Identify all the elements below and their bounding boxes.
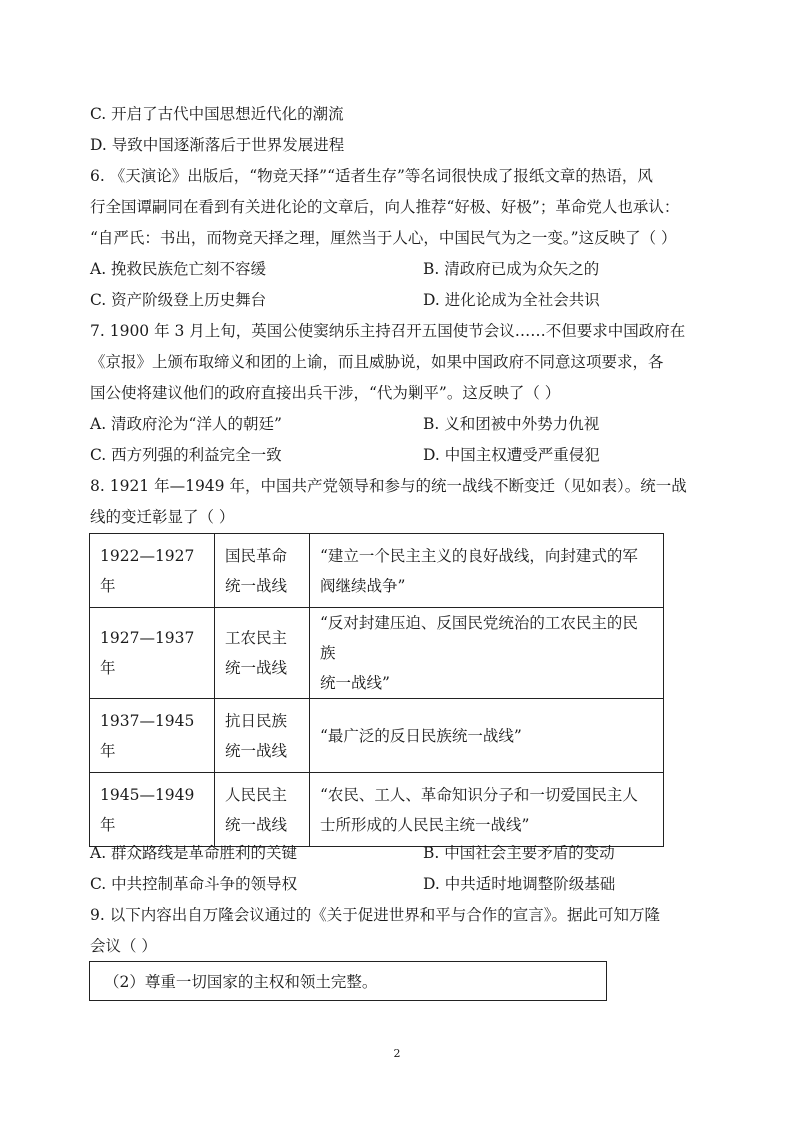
table-cell-desc [310, 608, 664, 699]
question-8-text: 8. 1921 年—1949 年，中国共产党领导和参与的统一战线不断变迁（见如表）。统一战 [90, 477, 687, 495]
table-row [90, 773, 664, 847]
table-row [90, 608, 664, 699]
option-b: B. 中国社会主要矛盾的变动 [423, 844, 615, 862]
desc-line: 士所形成的人民民主统一战线” [320, 815, 530, 834]
question-8-text: 线的变迁彰显了（ ） [90, 508, 235, 526]
name-line: 工农民主 [225, 629, 288, 647]
option-a: A. 群众路线是革命胜利的关键 [90, 844, 298, 862]
table-cell-desc [310, 534, 664, 608]
option-d: D. 中国主权遭受严重侵犯 [423, 446, 600, 464]
option-d: D. 中共适时地调整阶级基础 [423, 875, 616, 893]
table-cell-period: 1927—1937 年 [90, 608, 215, 699]
option-c: C. 西方列强的利益完全一致 [90, 446, 282, 464]
option-text: D. 导致中国逐渐落后于世界发展进程 [90, 136, 345, 154]
name-line: 抗日民族 [225, 711, 288, 730]
option-a: A. 清政府沦为“洋人的朝廷” [90, 415, 282, 433]
table-cell-name [215, 773, 310, 847]
question-9-text: 会议（ ） [90, 937, 157, 955]
question-9-text: 9. 以下内容出自万隆会议通过的《关于促进世界和平与合作的宣言》。据此可知万隆 [90, 906, 660, 924]
name-line: 统一战线 [225, 741, 288, 760]
name-line: 统一战线 [225, 815, 288, 834]
desc-line: 统一战线” [320, 674, 390, 692]
name-line: 统一战线 [225, 576, 288, 595]
name-line: 国民革命 [225, 546, 288, 565]
question-6-text: “自严氏：书出，而物竞天择之理，厘然当于人心，中国民气为之一变。”这反映了（ ） [90, 229, 677, 247]
table-cell-period: 1945—1949 年 [90, 773, 215, 847]
table-cell-period: 1937—1945 年 [90, 699, 215, 773]
question-6-text: 行全国谭嗣同在看到有关进化论的文章后，向人推荐“好极、好极”；革命党人也承认： [90, 198, 680, 216]
desc-line: “最广泛的反日民族统一战线” [320, 726, 522, 745]
desc-line: “反对封建压迫、反国民党统治的工农民主的民族 [320, 614, 638, 662]
name-line: 人民民主 [225, 785, 288, 804]
option-a: A. 挽救民族危亡刻不容缓 [90, 260, 267, 278]
question-7-text: 7. 1900 年 3 月上旬，英国公使窦纳乐主持召开五国使节会议……不但要求中国政府在 [90, 322, 686, 340]
table-row [90, 534, 664, 608]
table-cell-name [215, 699, 310, 773]
page-number: 2 [393, 1047, 401, 1060]
option-b: B. 清政府已成为众矢之的 [423, 260, 600, 278]
table-cell-desc [310, 773, 664, 847]
option-text: C. 开启了古代中国思想近代化的潮流 [90, 105, 344, 123]
option-d: D. 进化论成为全社会共识 [423, 291, 600, 309]
table-cell-desc [310, 699, 664, 773]
question-7-text: 国公使将建议他们的政府直接出兵干涉，“代为剿平”。这反映了（ ） [90, 384, 561, 402]
question-6-text: 6. 《天演论》出版后，“物竞天择”“适者生存”等名词很快成了报纸文章的热语，风 [90, 167, 653, 185]
table-cell-period: 1922—1927 年 [90, 534, 215, 608]
quote-box: （2）尊重一切国家的主权和领土完整。 [89, 961, 607, 1001]
name-line: 统一战线 [225, 659, 288, 677]
desc-line: “农民、工人、革命知识分子和一切爱国民主人 [320, 785, 638, 804]
option-c: C. 资产阶级登上历史舞台 [90, 291, 267, 309]
question-7-text: 《京报》上颁布取缔义和团的上谕，而且威胁说，如果中国政府不同意这项要求，各 [90, 353, 664, 371]
table-cell-name [215, 534, 310, 608]
table-cell-name [215, 608, 310, 699]
option-b: B. 义和团被中外势力仇视 [423, 415, 600, 433]
option-c: C. 中共控制革命斗争的领导权 [90, 875, 298, 893]
table-row [90, 699, 664, 773]
united-front-table [89, 533, 664, 847]
desc-line: 阀继续战争” [320, 576, 406, 595]
desc-line: “建立一个民主主义的良好战线，向封建式的军 [320, 546, 638, 565]
